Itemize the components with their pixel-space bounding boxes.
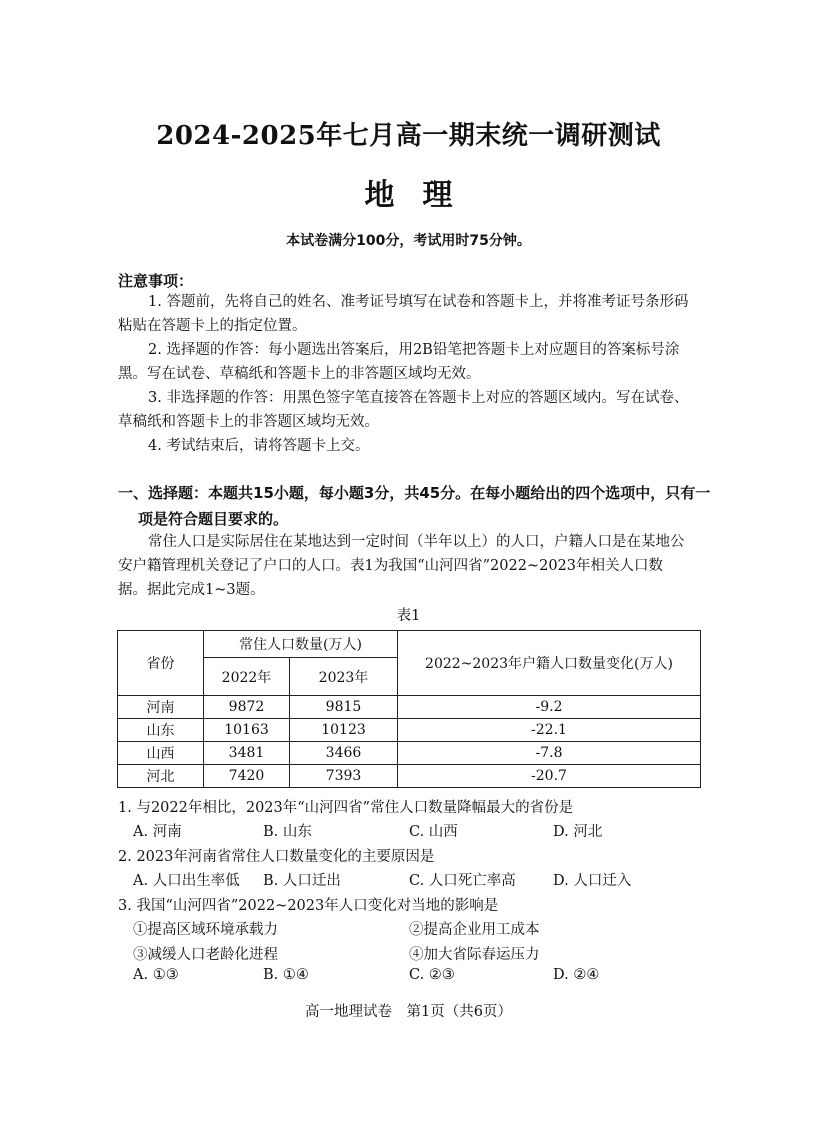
q2-option-b: B. 人口迁出 [263, 873, 341, 889]
q3-statement-1: ①提高区域环境承载力 [133, 922, 278, 938]
cell-change: -22.1 [398, 719, 701, 742]
cell-province: 山东 [118, 719, 204, 742]
cell-2022: 10163 [204, 719, 290, 742]
header-2022: 2022年 [204, 658, 290, 696]
q3-statement-3: ③减缓人口老龄化进程 [133, 947, 278, 963]
q2-option-d: D. 人口迁入 [553, 873, 632, 889]
q3-option-a: A. ①③ [133, 967, 179, 983]
q3-option-b: B. ①④ [263, 967, 309, 983]
cell-2023: 10123 [290, 719, 398, 742]
cell-2022: 3481 [204, 742, 290, 765]
q3-option-c: C. ②③ [409, 967, 455, 983]
cell-2022: 9872 [204, 696, 290, 719]
q1-option-a: A. 河南 [133, 824, 182, 840]
notice-line-7: 4. 考试结束后，请将答题卡上交。 [148, 438, 370, 454]
notice-line-3: 2. 选择题的作答：每小题选出答案后，用2B铅笔把答题卡上对应题目的答案标号涂 [148, 342, 680, 358]
q1-option-b: B. 山东 [263, 824, 312, 840]
header-change: 2022~2023年户籍人口数量变化(万人) [398, 631, 701, 696]
population-table [117, 630, 701, 788]
q3-statement-4: ④加大省际春运压力 [409, 947, 540, 963]
q2-option-a: A. 人口出生率低 [133, 873, 240, 889]
cell-2023: 3466 [290, 742, 398, 765]
cell-2023: 9815 [290, 696, 398, 719]
intro-line-3: 据。据此完成1~3题。 [118, 582, 265, 598]
subject-title: 地理 [364, 178, 481, 213]
notice-line-5: 3. 非选择题的作答：用黑色签字笔直接答在答题卡上对应的答题区域内。写在试卷、 [148, 390, 689, 406]
q3-statement-2: ②提高企业用工成本 [409, 922, 540, 938]
q3-option-d: D. ②④ [553, 967, 600, 983]
question-3-stem: 3. 我国“山河四省”2022~2023年人口变化对当地的影响是 [118, 898, 499, 914]
cell-province: 山西 [118, 742, 204, 765]
page-footer: 高一地理试卷 第1页（共6页） [305, 1004, 512, 1020]
table-row [118, 765, 701, 788]
q1-option-d: D. 河北 [553, 824, 603, 840]
notice-line-2: 粘贴在答题卡上的指定位置。 [118, 318, 307, 334]
question-2-stem: 2. 2023年河南省常住人口数量变化的主要原因是 [118, 849, 435, 865]
cell-change: -20.7 [398, 765, 701, 788]
q1-option-c: C. 山西 [409, 824, 458, 840]
exam-title: 2024-2025年七月高一期末统一调研测试 [156, 121, 661, 151]
cell-province: 河南 [118, 696, 204, 719]
header-resident: 常住人口数量(万人) [204, 631, 398, 658]
cell-2022: 7420 [204, 765, 290, 788]
section-heading: 一、选择题：本题共15小题，每小题3分，共45分。在每小题给出的四个选项中，只有一 [118, 484, 711, 502]
notice-line-4: 黑。写在试卷、草稿纸和答题卡上的非答题区域均无效。 [118, 366, 481, 382]
header-province: 省份 [118, 631, 204, 696]
question-1-stem: 1. 与2022年相比，2023年“山河四省”常住人口数量降幅最大的省份是 [118, 800, 574, 816]
table-row [118, 719, 701, 742]
table-row [118, 696, 701, 719]
exam-info: 本试卷满分100分，考试用时75分钟。 [286, 233, 531, 249]
cell-province: 河北 [118, 765, 204, 788]
notice-heading: 注意事项： [118, 272, 194, 290]
header-2023: 2023年 [290, 658, 398, 696]
cell-2023: 7393 [290, 765, 398, 788]
section-heading-cont: 项是符合题目要求的。 [138, 510, 289, 528]
notice-line-1: 1. 答题前，先将自己的姓名、准考证号填写在试卷和答题卡上，并将准考证号条形码 [148, 294, 689, 310]
table-caption: 表1 [396, 608, 421, 624]
cell-change: -7.8 [398, 742, 701, 765]
intro-line-1: 常住人口是实际居住在某地达到一定时间（半年以上）的人口，户籍人口是在某地公 [148, 534, 685, 550]
notice-line-6: 草稿纸和答题卡上的非答题区域均无效。 [118, 414, 379, 430]
q2-option-c: C. 人口死亡率高 [409, 873, 516, 889]
intro-line-2: 安户籍管理机关登记了户口的人口。表1为我国“山河四省”2022~2023年相关人口数 [118, 558, 664, 574]
table-row [118, 742, 701, 765]
cell-change: -9.2 [398, 696, 701, 719]
